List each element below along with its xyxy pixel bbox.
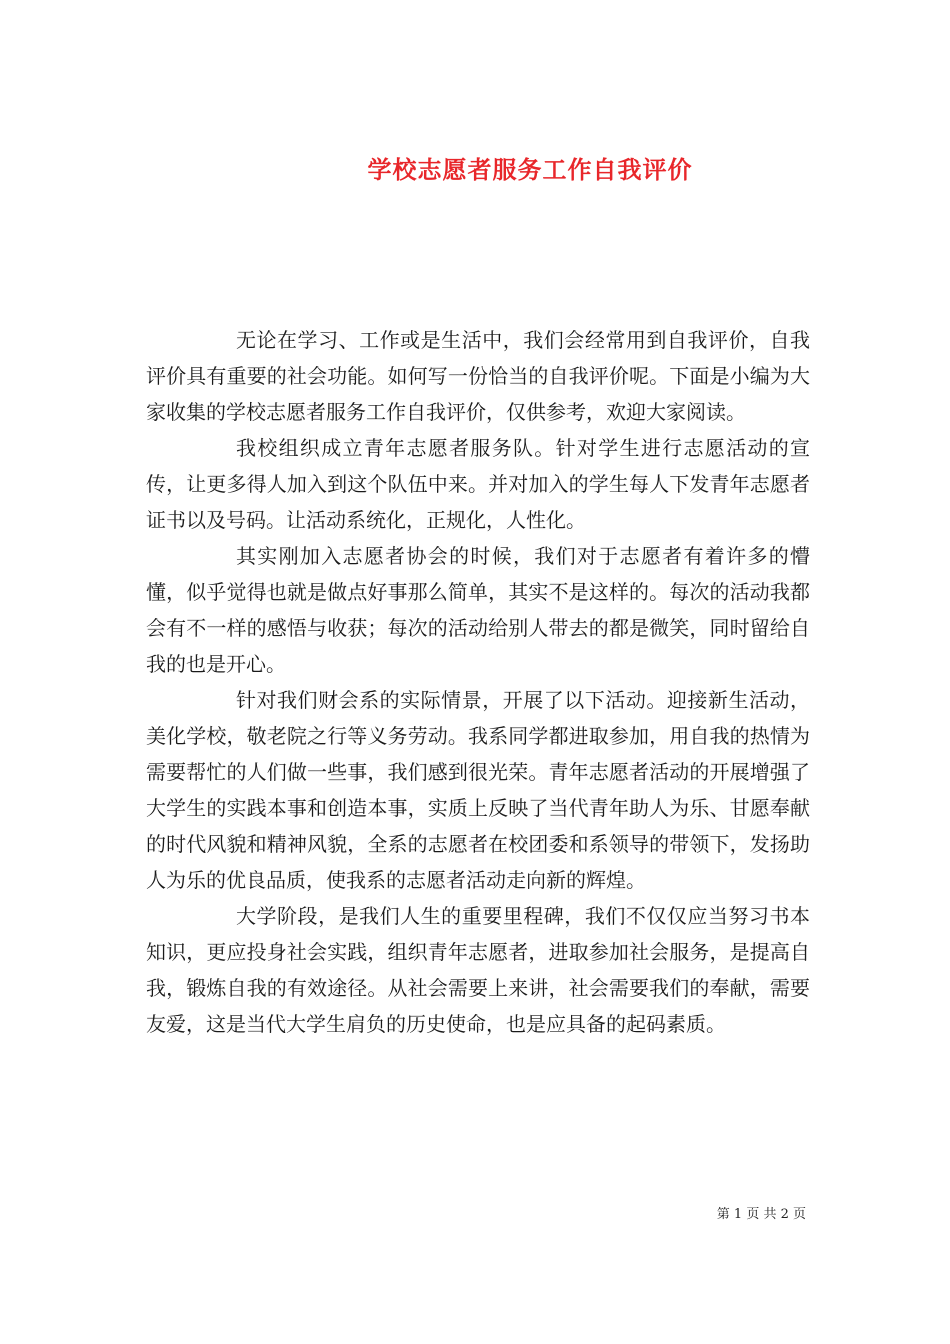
paragraph-1: 无论在学习、工作或是生活中，我们会经常用到自我评价，自我评价具有重要的社会功能。如何写一份恰当的自我评价呢。下面是小编为大家收集的学校志愿者服务工作自我评价，仅供参考，欢迎大家阅读。	[146, 328, 810, 424]
paragraph-2: 我校组织成立青年志愿者服务队。针对学生进行志愿活动的宣传，让更多得人加入到这个队伍中来。并对加入的学生每人下发青年志愿者证书以及号码。让活动系统化，正规化，人性化。	[146, 436, 810, 532]
page-number: 第 1 页 共 2 页	[716, 1207, 806, 1222]
paragraph-5: 大学阶段，是我们人生的重要里程碑，我们不仅仅应当努习书本知识，更应投身社会实践，组织青年志愿者，进取参加社会服务，是提高自我，锻炼自我的有效途径。从社会需要上来讲，社会需要我们的奉献，需要友爱，这是当代大学生肩负的历史使命，也是应具备的起码素质。	[146, 904, 810, 1036]
paragraph-4: 针对我们财会系的实际情景，开展了以下活动。迎接新生活动，美化学校，敬老院之行等义务劳动。我系同学都进取参加，用自我的热情为需要帮忙的人们做一些事，我们感到很光荣。青年志愿者活动的开展增强了大学生的实践本事和创造本事，实质上反映了当代青年助人为乐、甘愿奉献的时代风貌和精神风貌，全系的志愿者在校团委和系领导的带领下，发扬助人为乐的优良品质，使我系的志愿者活动走向新的辉煌。	[146, 688, 810, 892]
document-title: 学校志愿者服务工作自我评价	[367, 155, 693, 185]
document-body	[146, 322, 810, 1042]
paragraph-3: 其实刚加入志愿者协会的时候，我们对于志愿者有着许多的懵懂，似乎觉得也就是做点好事那么简单，其实不是这样的。每次的活动我都会有不一样的感悟与收获；每次的活动给别人带去的都是微笑，同时留给自我的也是开心。	[146, 544, 810, 676]
